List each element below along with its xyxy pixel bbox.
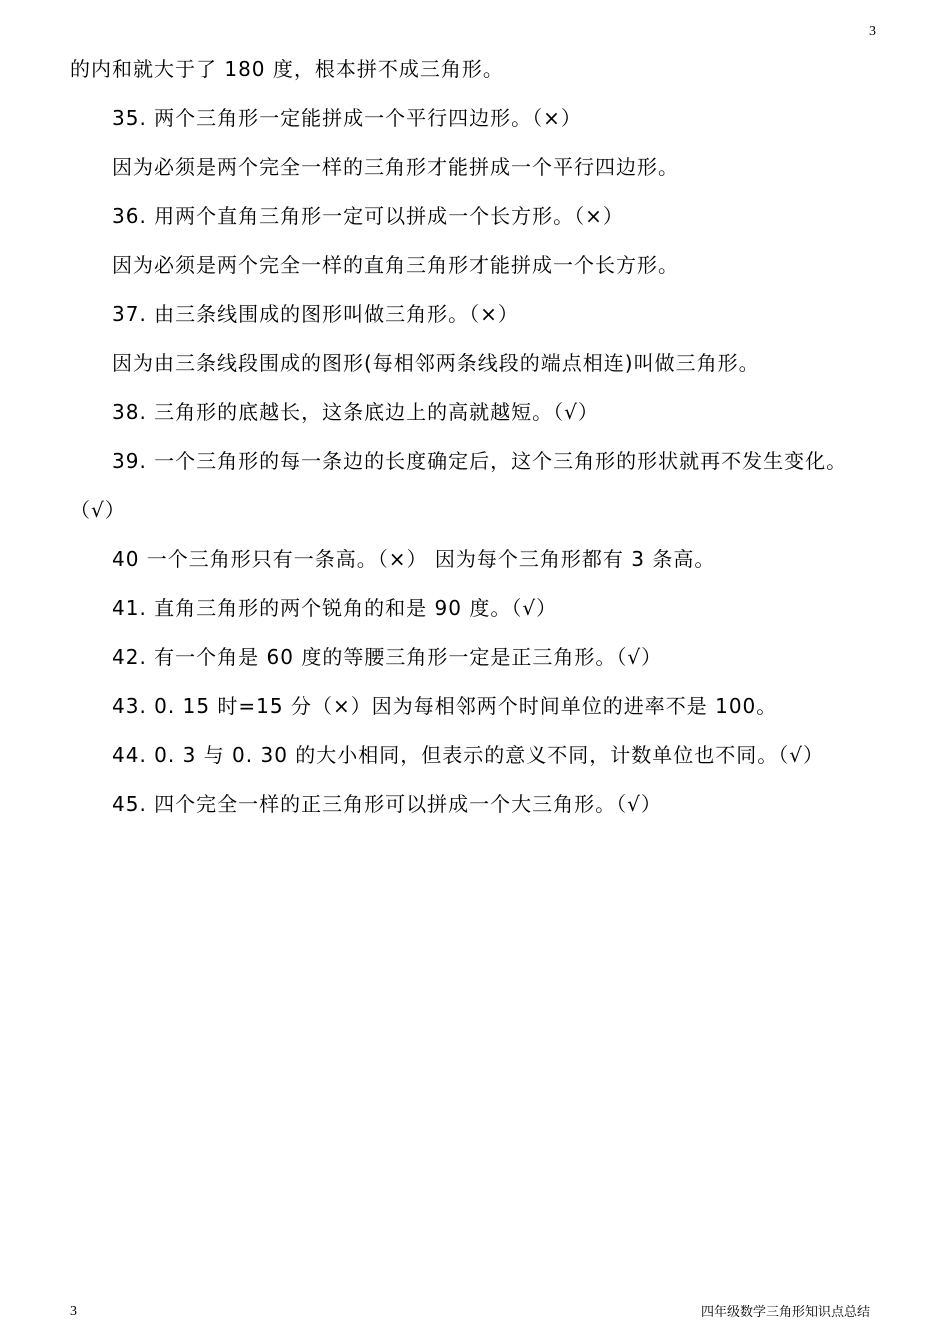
text-line-item-42: 42. 有一个角是 60 度的等腰三角形一定是正三角形。（√） xyxy=(112,645,663,669)
text-line-item-35: 35. 两个三角形一定能拼成一个平行四边形。（×） xyxy=(112,106,582,130)
text-line-item-43: 43. 0. 15 时=15 分（×）因为每相邻两个时间单位的进率不是 100。 xyxy=(112,694,778,718)
header-page-number: 3 xyxy=(869,24,876,39)
text-line-item-44: 44. 0. 3 与 0. 30 的大小相同，但表示的意义不同，计数单位也不同。（√） xyxy=(112,743,825,767)
text-line-item-39-mark: （√） xyxy=(70,498,126,522)
text-line-item-40: 40 一个三角形只有一条高。（×） 因为每个三角形都有 3 条高。 xyxy=(112,547,716,571)
text-line-continuation: 的内和就大于了 180 度，根本拼不成三角形。 xyxy=(70,57,504,81)
text-line-reason-35: 因为必须是两个完全一样的三角形才能拼成一个平行四边形。 xyxy=(112,155,679,179)
text-line-item-41: 41. 直角三角形的两个锐角的和是 90 度。（√） xyxy=(112,596,558,620)
footer-title: 四年级数学三角形知识点总结 xyxy=(700,1305,870,1320)
text-line-reason-37: 因为由三条线段围成的图形(每相邻两条线段的端点相连)叫做三角形。 xyxy=(112,351,760,375)
text-line-item-38: 38. 三角形的底越长，这条底边上的高就越短。（√） xyxy=(112,400,599,424)
text-line-item-39: 39. 一个三角形的每一条边的长度确定后，这个三角形的形状就再不发生变化。 xyxy=(112,449,848,473)
footer-page-number: 3 xyxy=(70,1304,77,1319)
text-line-reason-36: 因为必须是两个完全一样的直角三角形才能拼成一个长方形。 xyxy=(112,253,679,277)
text-line-item-45: 45. 四个完全一样的正三角形可以拼成一个大三角形。（√） xyxy=(112,792,662,816)
text-line-item-37: 37. 由三条线围成的图形叫做三角形。（×） xyxy=(112,302,519,326)
text-line-item-36: 36. 用两个直角三角形一定可以拼成一个长方形。（×） xyxy=(112,204,624,228)
